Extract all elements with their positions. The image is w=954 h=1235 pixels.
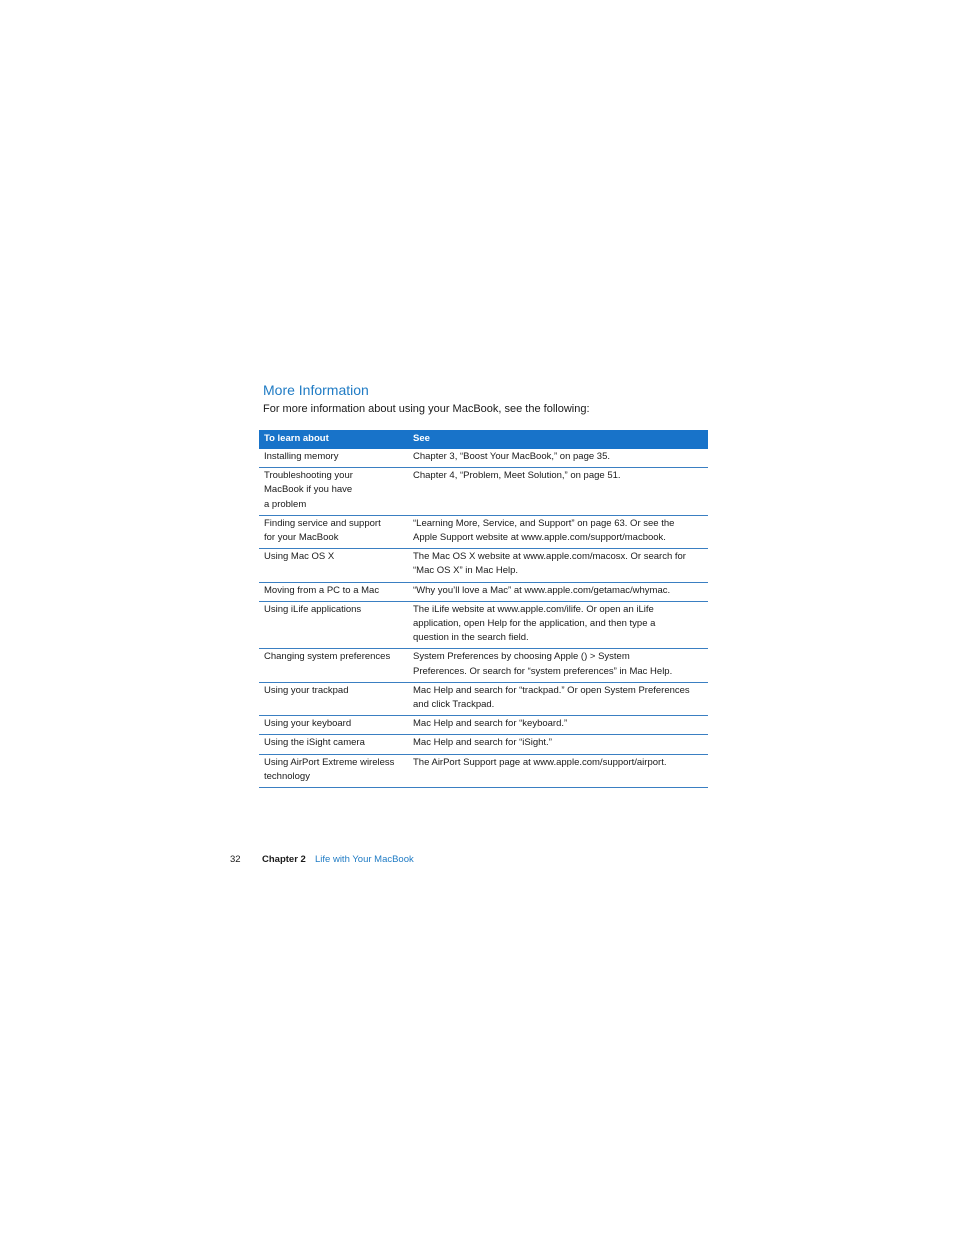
- table-row: [259, 516, 708, 549]
- row-reference: “Why you’ll love a Mac” at www.apple.com/getamac/whymac.: [413, 584, 671, 596]
- row-topic: Using Mac OS X: [264, 551, 335, 563]
- table-row: [259, 735, 708, 754]
- row-reference: Chapter 4, “Problem, Meet Solution,” on page 51.: [413, 470, 621, 482]
- row-topic: Using AirPort Extreme wireless technology: [264, 756, 395, 782]
- row-reference: “Learning More, Service, and Support” on page 63. Or see the Apple Support website at www.apple.com/support/macbook.: [413, 517, 675, 544]
- row-topic: Moving from a PC to a Mac: [264, 584, 380, 596]
- info-table: [259, 430, 708, 788]
- table-row: [259, 583, 708, 602]
- intro-text: For more information about using your MacBook, see the following:: [263, 403, 590, 415]
- row-reference: System Preferences by choosing Apple () > System Preferences. Or search for “system preferences” in Mac Help.: [413, 651, 673, 677]
- table-row: [259, 549, 708, 582]
- row-reference: The AirPort Support page at www.apple.com/support/airport.: [413, 756, 667, 768]
- row-topic: Installing memory: [264, 451, 339, 462]
- table-row: [259, 716, 708, 735]
- table-row: [259, 602, 708, 650]
- table-row: [259, 649, 708, 682]
- row-reference: Chapter 3, “Boost Your MacBook,” on page 35.: [413, 451, 610, 462]
- section-title: More Information: [263, 382, 369, 398]
- table-row: [259, 755, 708, 788]
- row-topic: Changing system preferences: [264, 651, 391, 663]
- chapter-title: Life with Your MacBook: [315, 854, 414, 865]
- table-row: [259, 449, 708, 468]
- row-reference: Mac Help and search for “trackpad.” Or open System Preferences and click Trackpad.: [413, 684, 690, 711]
- row-topic: Using the iSight camera: [264, 737, 365, 749]
- header-see: See: [413, 433, 430, 445]
- table-row: [259, 683, 708, 716]
- row-reference: The iLife website at www.apple.com/ilife. Or open an iLife application, open Help for the application, and then type a question in the search field.: [413, 603, 656, 644]
- chapter-label: Chapter 2: [262, 854, 306, 865]
- row-reference: Mac Help and search for “iSight.”: [413, 737, 552, 749]
- table-header: [259, 430, 708, 449]
- row-topic: Using iLife applications: [264, 603, 362, 615]
- page-number: 32: [230, 854, 241, 865]
- header-learn-about: To learn about: [264, 433, 329, 445]
- row-topic: Finding service and support for your MacBook: [264, 517, 381, 544]
- row-reference: The Mac OS X website at www.apple.com/macosx. Or search for “Mac OS X” in Mac Help.: [413, 551, 686, 577]
- table-row: [259, 468, 708, 516]
- row-topic: Troubleshooting your MacBook if you have a problem: [264, 470, 353, 510]
- row-reference: Mac Help and search for “keyboard.”: [413, 718, 568, 730]
- row-topic: Using your keyboard: [264, 718, 352, 730]
- row-topic: Using your trackpad: [264, 684, 349, 696]
